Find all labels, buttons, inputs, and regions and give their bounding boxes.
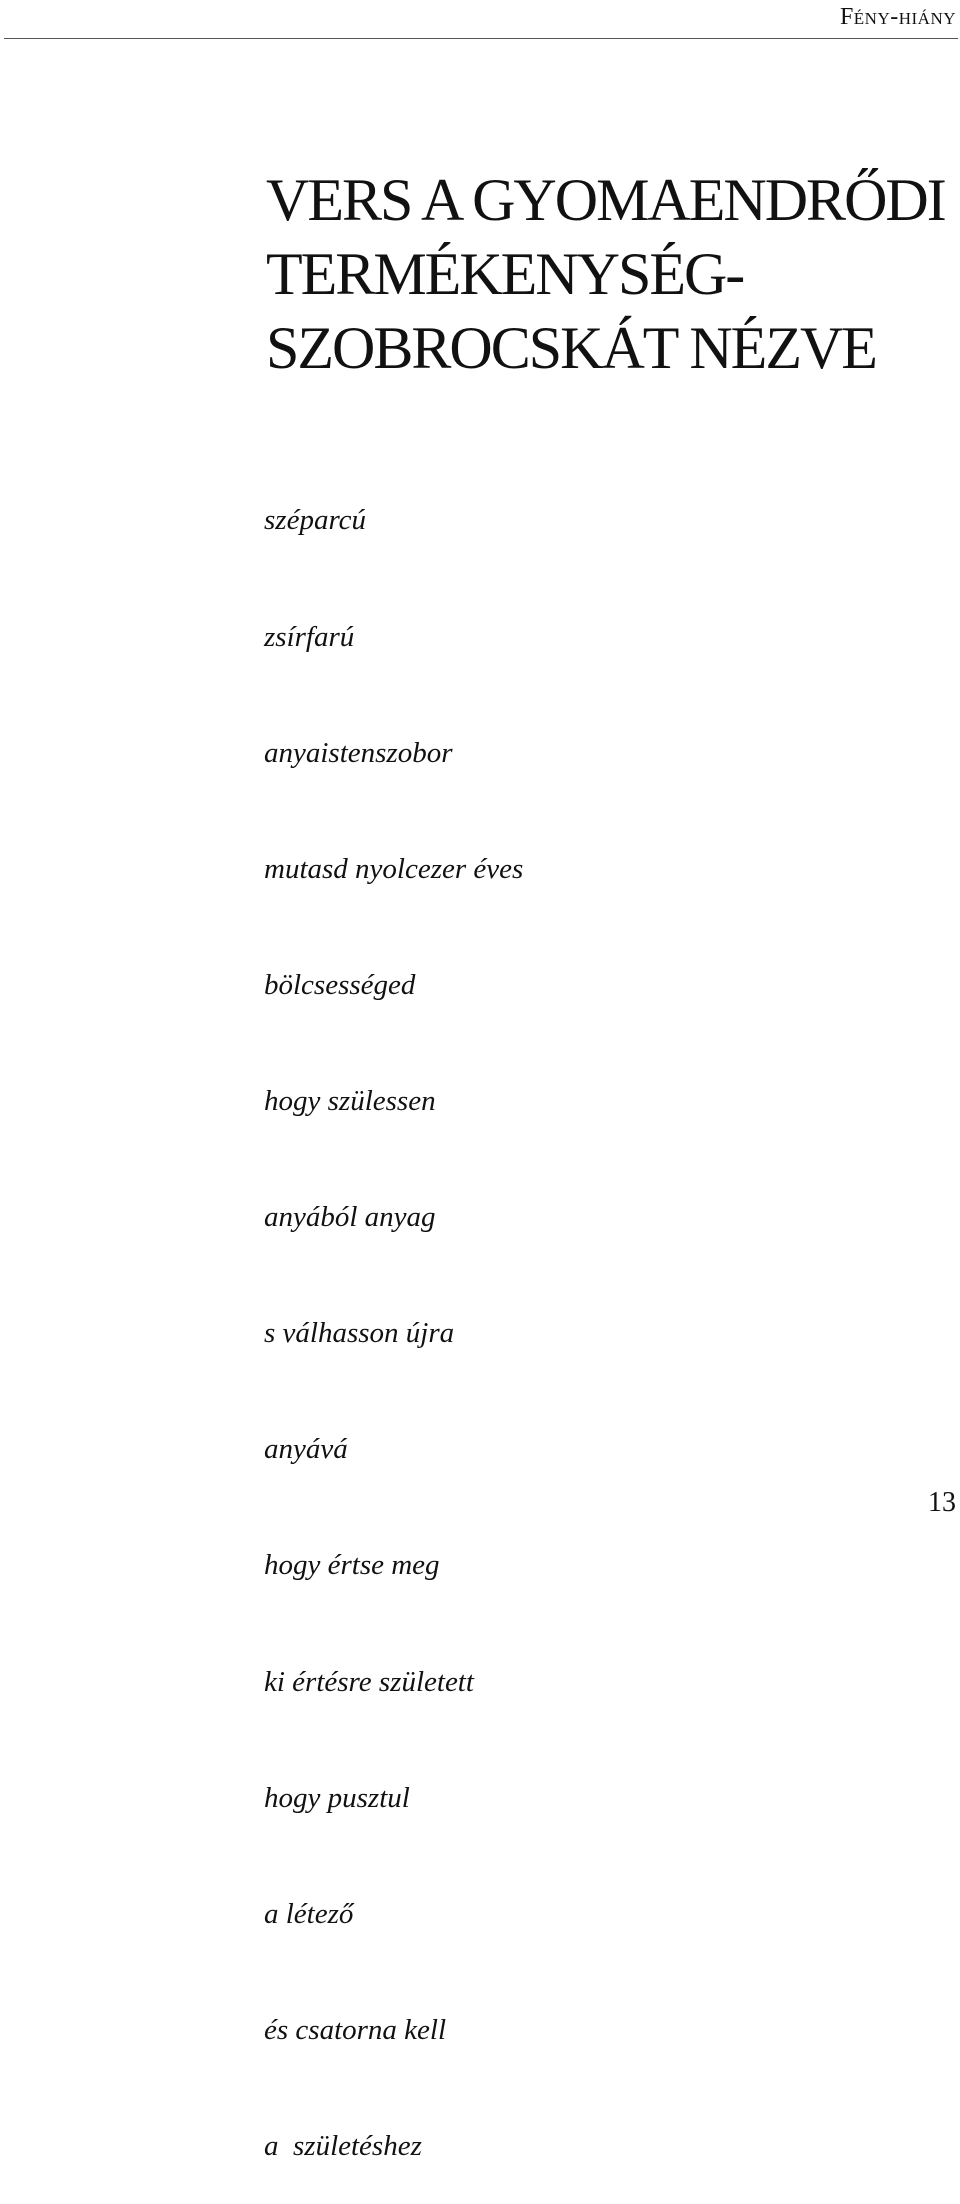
header-rule [4, 38, 958, 39]
running-head-title: Fény-hiány [839, 4, 956, 30]
poem-title-line: TERMÉKENYSÉG- [266, 241, 744, 307]
poem-line: s válhasson újra [264, 1317, 455, 1350]
poem-line: ki értésre született [264, 1665, 474, 1698]
poem-line: bölcsességed [264, 968, 416, 1001]
poem-line: a létező [264, 1897, 354, 1930]
poem-line: anyaistenszobor [264, 736, 453, 769]
running-head [840, 2, 956, 32]
poem-body [264, 424, 523, 2204]
poem-line: széparcú [264, 504, 367, 537]
poem-line: anyává [264, 1433, 348, 1466]
poem-line: és csatorna kell [264, 2013, 447, 2046]
poem-title [266, 163, 945, 385]
poem-title-line: SZOBROCSKÁT NÉZVE [266, 315, 876, 381]
poem-line: hogy pusztul [264, 1781, 410, 1814]
poem-line: mutasd nyolcezer éves [264, 852, 524, 885]
poem-line: a születéshez [264, 2129, 422, 2162]
poem-line: hogy értse meg [264, 1549, 440, 1582]
poem-title-line: VERS A GYOMAENDRŐDI [266, 167, 945, 233]
page-number: 13 [928, 1487, 956, 1518]
poem-line: anyából anyag [264, 1201, 436, 1234]
poem-line: zsírfarú [264, 620, 355, 653]
poem-line: hogy szülessen [264, 1084, 436, 1117]
